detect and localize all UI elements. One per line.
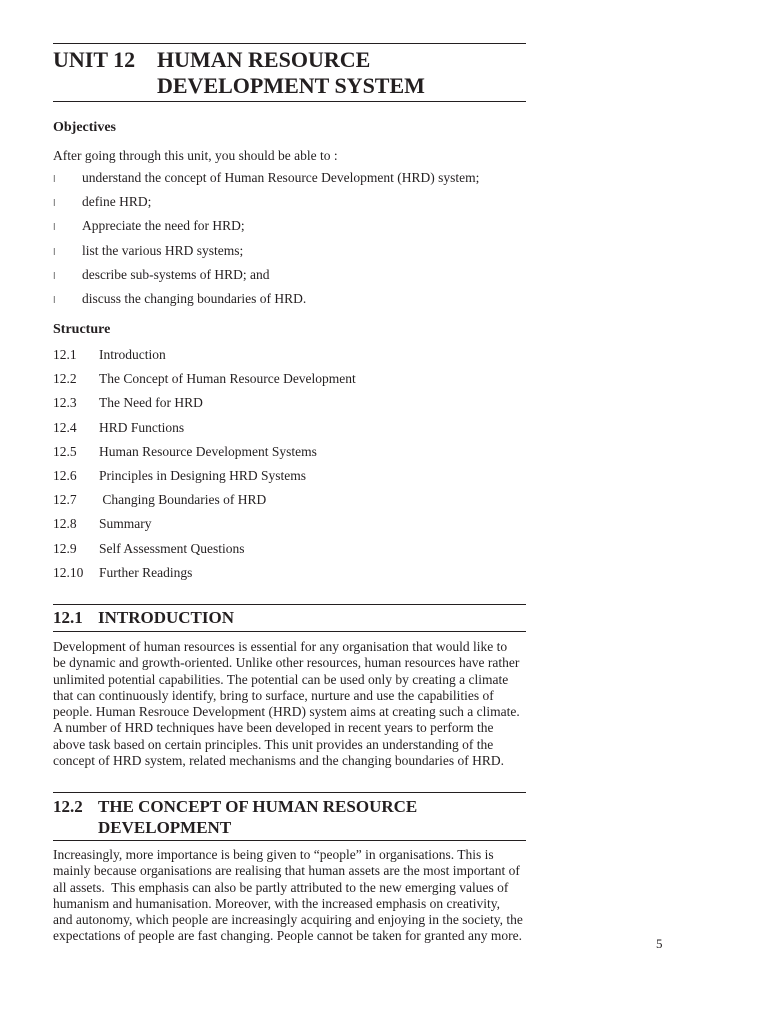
structure-number: 12.3 — [53, 395, 77, 411]
objective-text: list the various HRD systems; — [82, 242, 244, 258]
structure-title: Changing Boundaries of HRD — [99, 492, 267, 508]
structure-title: Human Resource Development Systems — [99, 443, 317, 459]
paragraph-line: above task based on certain principles. This unit provides an understanding of the — [53, 736, 494, 752]
paragraph-line: that can continuously identify, bring to surface, nurture and use the capabilities of — [53, 687, 494, 703]
section-12-1-bottom-rule — [53, 631, 526, 632]
bullet-icon: l — [53, 175, 56, 185]
paragraph-line: A number of HRD techniques have been developed in recent years to perform the — [53, 720, 494, 736]
section-title: INTRODUCTION — [98, 608, 235, 627]
structure-title: The Concept of Human Resource Development — [99, 371, 356, 387]
structure-title: HRD Functions — [99, 419, 185, 435]
bullet-icon: l — [53, 223, 56, 234]
objectives-intro: After going through this unit, you should be able to : — [53, 148, 338, 163]
paragraph-line: unlimited potential capabilities. The potential can be used only by creating a climate — [53, 671, 509, 687]
section-title-line2: DEVELOPMENT — [98, 818, 232, 837]
objective-text: understand the concept of Human Resource Development (HRD) system; — [82, 170, 480, 185]
section-title-line1: THE CONCEPT OF HUMAN RESOURCE — [98, 797, 418, 816]
unit-title-line2: DEVELOPMENT SYSTEM — [157, 73, 425, 98]
title-top-rule — [53, 43, 526, 44]
paragraph-line: mainly because organisations are realising that human assets are the most important of — [53, 863, 520, 879]
paragraph-line: expectations of people are fast changing. People cannot be taken for granted any more. — [53, 928, 522, 944]
objective-text: define HRD; — [82, 194, 152, 210]
structure-number: 12.7 — [53, 492, 77, 508]
paragraph-line: Development of human resources is essential for any organisation that would like to — [53, 639, 508, 654]
objective-text: Appreciate the need for HRD; — [82, 218, 245, 234]
section-12-1-paragraph — [53, 639, 529, 769]
bullet-icon: l — [53, 247, 56, 258]
paragraph-line: and autonomy, which people are increasingly acquiring and enjoying in the society, the — [53, 912, 523, 928]
structure-number: 12.10 — [53, 564, 84, 580]
structure-number: 12.9 — [53, 540, 77, 556]
objective-text: discuss the changing boundaries of HRD. — [82, 290, 307, 306]
paragraph-line: concept of HRD system, related mechanisms and the changing boundaries of HRD. — [53, 753, 505, 769]
title-bottom-rule — [53, 101, 526, 102]
paragraph-line: people. Human Resrouce Development (HRD) system aims at creating such a climate. — [53, 704, 520, 720]
structure-title: Introduction — [99, 347, 166, 362]
section-12-1-top-rule — [53, 604, 526, 605]
bullet-icon: l — [53, 295, 56, 306]
structure-number: 12.5 — [53, 443, 77, 459]
section-number: 12.1 — [53, 608, 83, 627]
bullet-icon: l — [53, 199, 56, 210]
paragraph-line: humanism and humanisation. Moreover, with the increased emphasis on creativity, — [53, 895, 500, 911]
structure-heading: Structure — [53, 322, 111, 337]
objectives-heading: Objectives — [53, 120, 116, 135]
page-number: 5 — [656, 936, 663, 951]
paragraph-line: all assets. This emphasis can also be partly attributed to the new emerging values of — [53, 879, 509, 895]
section-12-1-heading — [53, 607, 234, 628]
bullet-icon: l — [53, 271, 56, 282]
structure-number: 12.1 — [53, 347, 77, 362]
structure-title: The Need for HRD — [99, 395, 203, 411]
unit-title-line1: HUMAN RESOURCE — [157, 47, 371, 72]
structure-title: Self Assessment Questions — [99, 540, 245, 556]
structure-number: 12.6 — [53, 467, 77, 483]
section-number: 12.2 — [53, 797, 83, 816]
unit-number: UNIT 12 — [53, 47, 136, 72]
structure-title: Further Readings — [99, 564, 193, 580]
structure-number: 12.2 — [53, 371, 77, 387]
structure-number: 12.4 — [53, 419, 77, 435]
structure-number: 12.8 — [53, 516, 77, 532]
structure-title: Summary — [99, 516, 152, 532]
section-12-2-heading — [53, 796, 417, 838]
unit-title — [53, 47, 553, 99]
section-12-2-paragraph — [53, 847, 529, 945]
objective-text: describe sub-systems of HRD; and — [82, 266, 270, 282]
section-12-2-bottom-rule — [53, 840, 526, 841]
paragraph-line: Increasingly, more importance is being given to “people” in organisations. This is — [53, 847, 494, 862]
structure-title: Principles in Designing HRD Systems — [99, 467, 307, 483]
section-12-2-top-rule — [53, 792, 526, 793]
paragraph-line: be dynamic and growth-oriented. Unlike other resources, human resources have rather — [53, 655, 520, 671]
